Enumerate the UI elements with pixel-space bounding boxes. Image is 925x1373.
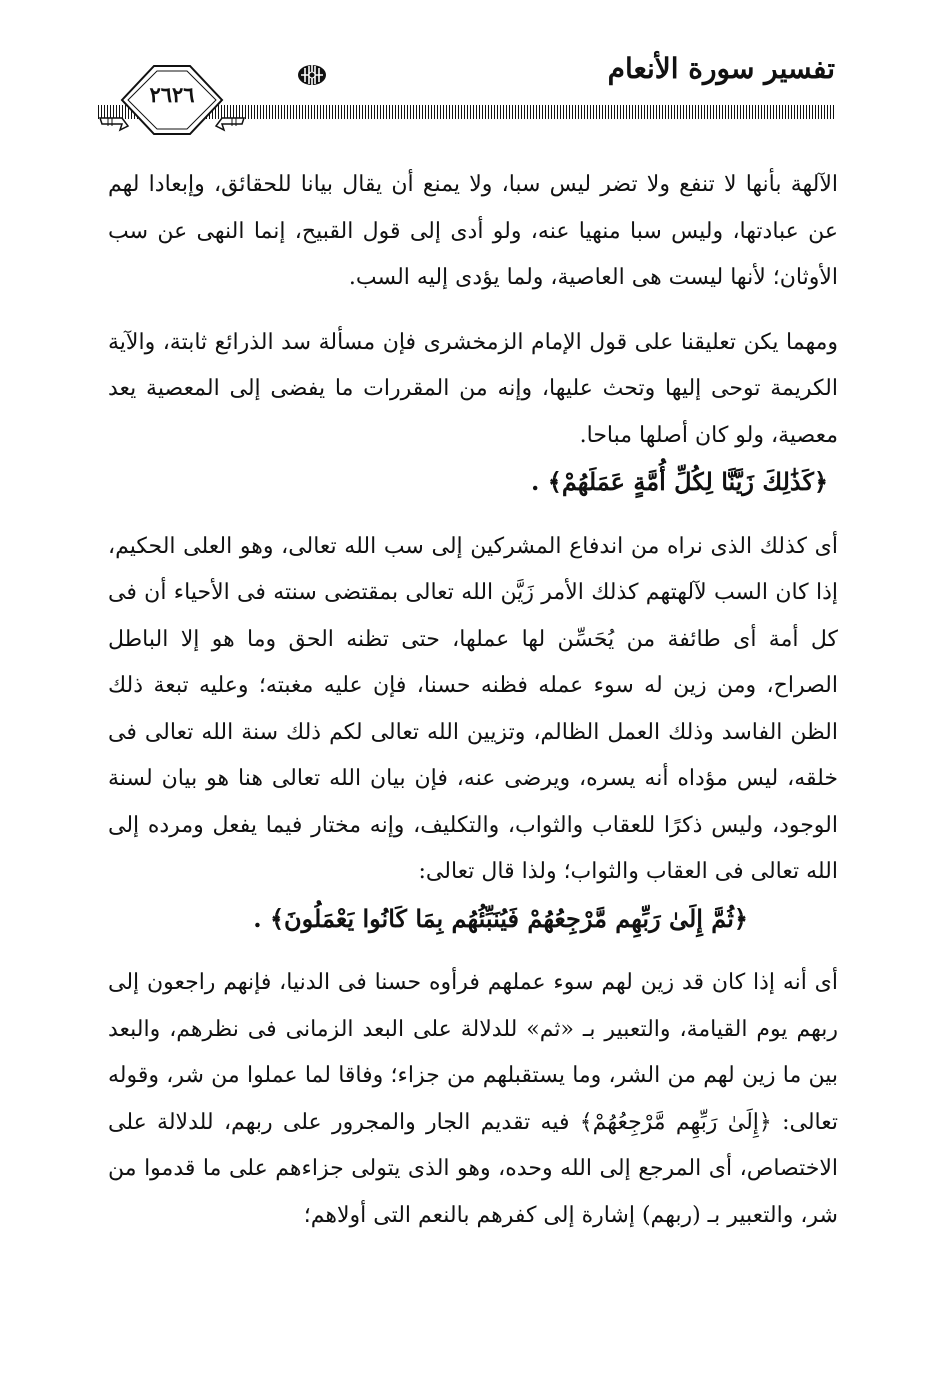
rosette-ornament-icon xyxy=(288,60,336,90)
paragraph-4: أى أنه إذا كان قد زين لهم سوء عملهم فرأوه حسنا فى الدنيا، فإنهم راجعون إلى ربهم يوم القيامة، والتعبير بـ «ثم» للدلالة على البعد الزمانى فى نظرهم، والبعد بين ما زين لهم من الشر، وما يستقبلهم من جزاء؛ وفاقا لما عملوا من شر، وقوله تعالى: ﴿إِلَىٰ رَبِّهِم مَّرْجِعُهُمْ﴾ فيه تقديم الجار والمجرور على ربهم، للدلالة على الاختصاص، أى المرجع إلى الله وحده، وهو الذى يتولى جزاءهم على ما قدموا من شر، والتعبير بـ (ربهم) إشارة إلى كفرهم بالنعم التى أولاهم؛ xyxy=(108,970,838,1228)
running-title: تفسير سورة الأنعام xyxy=(607,52,835,85)
page-number: ٢٦٢٦ xyxy=(149,82,195,107)
page-header xyxy=(0,0,925,140)
page-body xyxy=(108,162,838,1239)
page-number-badge xyxy=(92,60,252,140)
paragraph-1: الآلهة بأنها لا تنفع ولا تضر ليس سبا، ولا يمنع أن يقال بيانا للحقائق، وإبعادا لهم عن عبادتها، وليس سبا منهيا عنه، ولو أدى إلى قول القبيح، إنما النهى عن سب الأوثان؛ لأنها ليست هى العاصية، ولما يؤدى إليه السب. xyxy=(108,172,838,290)
quran-verse-2: ﴿ثُمَّ إِلَىٰ رَبِّهِم مَّرْجِعُهُمْ فَيُنَبِّئُهُم بِمَا كَانُوا يَعْمَلُونَ﴾ . xyxy=(253,903,748,933)
paragraph-2: ومهما يكن تعليقنا على قول الإمام الزمخشرى فإن مسألة سد الذرائع ثابتة، والآية الكريمة توحى إليها وتحث عليها، وإنه من المقررات ما يفضى إلى المعصية يعد معصية، ولو كان أصلها مباحا. xyxy=(108,329,838,448)
paragraph-3: أى كذلك الذى نراه من اندفاع المشركين إلى سب الله تعالى، وهو العلى الحكيم، إذا كان السب لآلهتهم كذلك الأمر زَيَّن الله تعالى بمقتضى سنته فى الأحياء أن فى كل أمة أى طائفة من يُحَسِّن لها عملها، حتى تظنه الحق وما هو إلا الباطل الصراح، ومن زين له سوء عمله فظنه حسنا، فإن عليه مغبته؛ وعليه تبعة ذلك الظن الفاسد وذلك العمل الظالم، وتزيين الله تعالى لكم ذلك سنة الله تعالى فى خلقه، ليس مؤداه أنه يسره، ويرضى عنه، فإن بيان الله تعالى هنا هو بيان لسنة الوجود، وليس ذكرًا للعقاب والثواب، والتكليف، وإنه مختار فيما يفعل ومرده إلى الله تعالى فى العقاب والثواب؛ ولذا قال تعالى: xyxy=(108,533,838,884)
quran-verse-1: ﴿كَذَٰلِكَ زَيَّنَّا لِكُلِّ أُمَّةٍ عَمَلَهُمْ﴾ . xyxy=(531,467,828,496)
